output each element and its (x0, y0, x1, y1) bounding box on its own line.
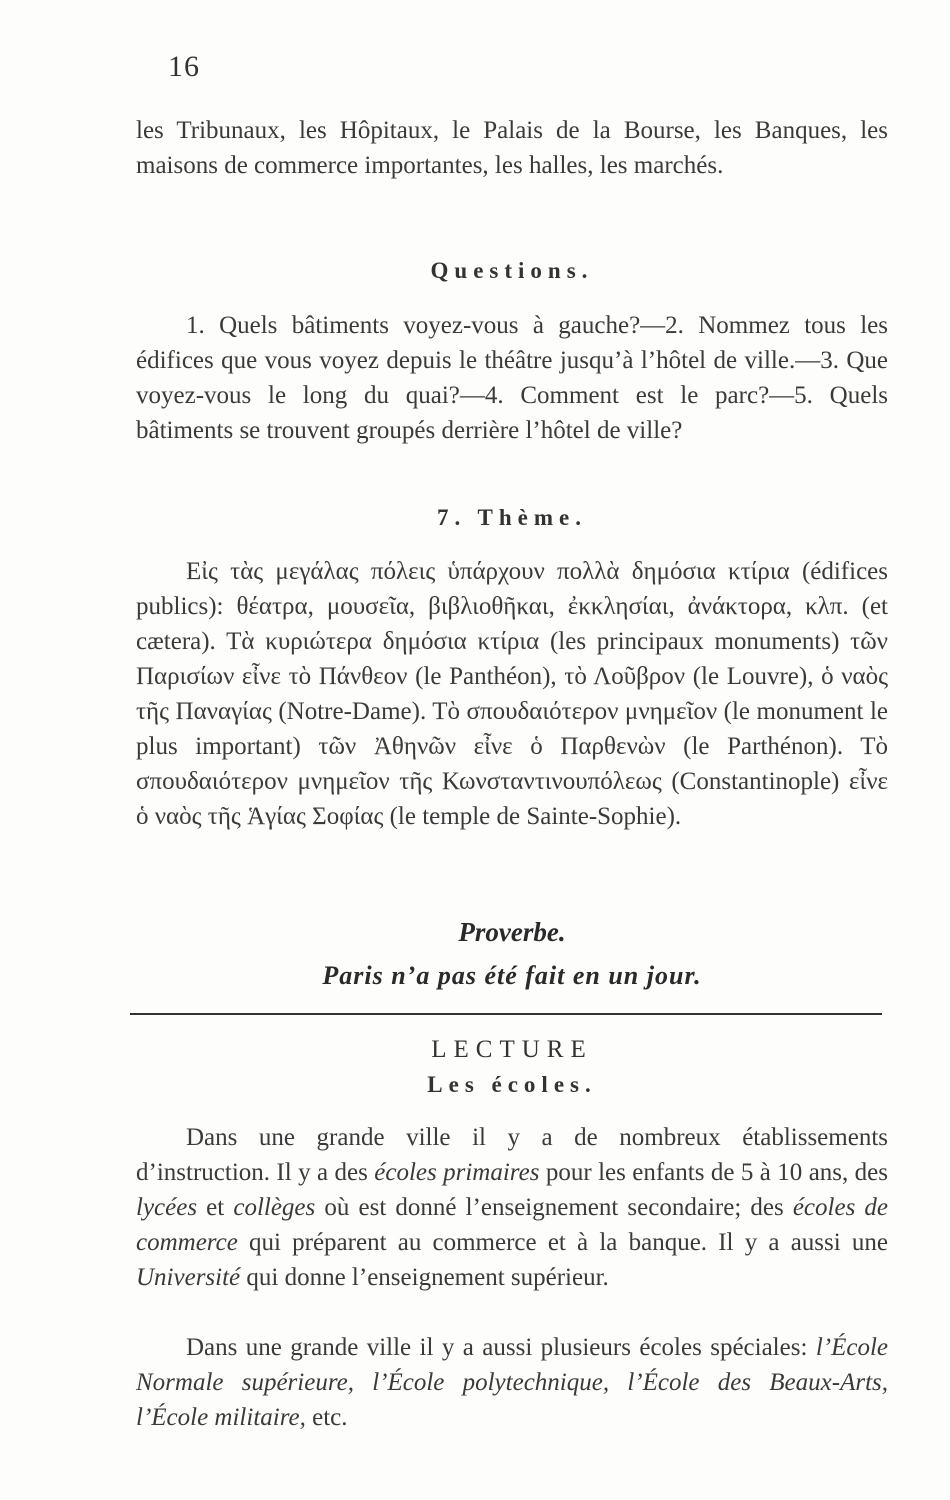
questions-heading: Questions. (430, 258, 594, 283)
text-run: qui donne l’enseignement supérieur. (240, 1264, 609, 1291)
proverb-text: Paris n’a pas été fait en un jour. (322, 961, 702, 990)
page-number: 16 (168, 50, 200, 83)
text-run: pour les enfants de 5 à 10 ans, des (539, 1159, 889, 1186)
lecture-text-1 (136, 1120, 888, 1295)
lecture-paragraph-1 (136, 1120, 888, 1295)
lecture-heading: LECTURE (431, 1036, 593, 1063)
proverb-heading: Proverbe. (458, 917, 566, 947)
theme-heading: 7. Thème. (436, 505, 588, 530)
intro-text: les Tribunaux, les Hôpitaux, le Palais de la Bourse, les Banques, les maisons de commerce importantes, les halles, les marchés. (136, 117, 888, 179)
italic-term: écoles primaires (374, 1159, 540, 1186)
lecture-paragraph-2 (136, 1330, 888, 1435)
theme-paragraph (136, 554, 888, 834)
questions-text: 1. Quels bâtiments voyez-vous à gauche?—2. Nommez tous les édifices que vous voyez depuis le théâtre jusqu’à l’hôtel de ville.—3. Que voyez-vous le long du quai?—4. Comment est le parc?—5. Quels bâtiments se trouvent groupés derrière l’hôtel de ville? (136, 312, 888, 444)
section-divider (130, 1013, 882, 1015)
text-run: et (197, 1194, 234, 1221)
italic-term: écoles de commerce (136, 1194, 889, 1256)
lecture-text-2 (136, 1330, 888, 1435)
italic-term: Université (136, 1264, 241, 1291)
text-run: Dans une grande ville il y a aussi plusieurs écoles spéciales: (186, 1334, 816, 1361)
text-run: qui préparent au commerce et à la banque. Il y a aussi une (237, 1229, 888, 1256)
text-run: où est donné l’enseignement secondaire; des (315, 1194, 793, 1221)
text-run: etc. (305, 1404, 348, 1431)
italic-term: collèges (233, 1194, 316, 1221)
italic-term: lycées (136, 1194, 198, 1221)
text-run: Dans une grande ville il y a de nombreux établissements d’instruction. Il y a des (136, 1124, 888, 1186)
intro-paragraph (136, 113, 888, 183)
lecture-subheading: Les écoles. (427, 1072, 597, 1097)
questions-paragraph (136, 308, 888, 448)
theme-text: Εἰς τὰς μεγάλας πόλεις ὑπάρχουν πολλὰ δημόσια κτίρια (édifices publics): θέατρα, μουσεῖα, βιβλιοθῆκαι, ἐκκλησίαι, ἀνάκτορα, κλπ. (et cætera). Τὰ κυριώτερα δημόσια κτίρια (les principaux monuments) τῶν Παρισίων εἶνε τὸ Πάνθεον (le Panthéon), τὸ Λοῦβρον (le Louvre), ὁ ναὸς τῆς Παναγίας (Notre-Dame). Τὸ σπουδαιότερον μνημεῖον (le monument le plus important) τῶν Ἀθηνῶν εἶνε ὁ Παρθενὼν (le Parthénon). Τὸ σπουδαιότερον μνημεῖον τῆς Κωνσταντινουπόλεως (Constantinople) εἶνε ὁ ναὸς τῆς Ἁγίας Σοφίας (le temple de Sainte-Sophie). (136, 558, 888, 830)
italic-term: l’École Normale supérieure, l’École polytechnique, l’École des Beaux-Arts, l’École militaire, (136, 1334, 888, 1431)
